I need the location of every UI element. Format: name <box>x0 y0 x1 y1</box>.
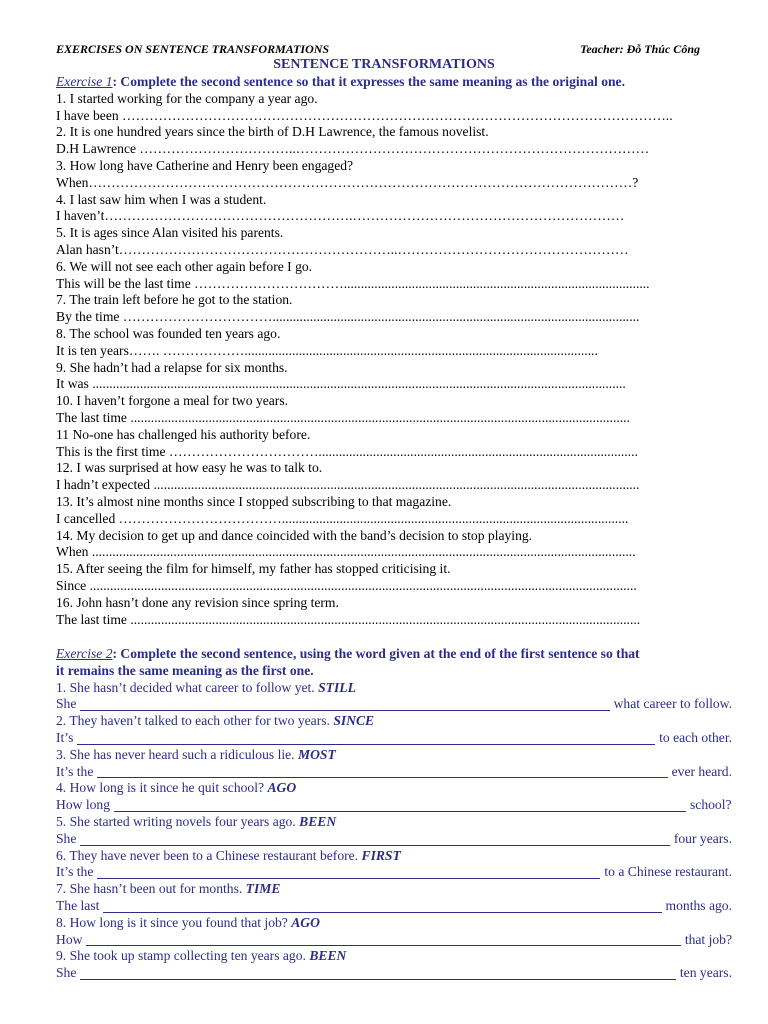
ex2-answer-blank[interactable] <box>97 765 667 778</box>
ex1-answer-line-5[interactable]: Alan hasn’t……………………………………………………..…………………………………………… <box>56 241 629 257</box>
ex2-prompt-4 <box>56 780 732 797</box>
ex2-lead: It’s the <box>56 763 94 779</box>
ex2-lead: It’s <box>56 729 74 745</box>
ex1-prompt-4: 4. I last saw him when I was a student. <box>56 191 267 207</box>
ex2-tail: that job? <box>684 931 732 947</box>
ex1-answer-line-10[interactable]: The last time ................................................................................................................................................... <box>56 409 630 425</box>
ex1-answer-line-11[interactable]: This is the first time …………………………….............................................................................................. <box>56 443 638 459</box>
ex2-keyword: MOST <box>297 746 336 762</box>
ex1-answer-line-12[interactable]: I hadn’t expected ............................................................................................................................................... <box>56 477 640 493</box>
ex2-prompt-text: 5. She started writing novels four years ago. <box>56 813 296 829</box>
header-left: EXERCISES ON SENTENCE TRANSFORMATIONS <box>56 42 330 56</box>
exercise-2-name: Exercise 2 <box>56 646 113 661</box>
ex1-answer-line-2[interactable]: D.H Lawrence ……………………………..…………………………………………………………………… <box>56 141 650 157</box>
ex2-prompt-text: 7. She hasn’t been out for months. <box>56 881 243 897</box>
ex2-answer-row-3 <box>56 764 732 781</box>
ex1-answer-line-15[interactable]: Since ................................................................................................................................................................. <box>56 577 637 593</box>
ex2-answer-row-2 <box>56 730 732 747</box>
ex2-answer-blank[interactable] <box>80 698 609 711</box>
ex1-prompt-5: 5. It is ages since Alan visited his parents. <box>56 225 284 241</box>
ex2-answer-row-1 <box>56 696 732 713</box>
exercise-2-instruction-1: : Complete the second sentence, using the word given at the end of the first sentence so that <box>112 646 640 661</box>
page-title: SENTENCE TRANSFORMATIONS <box>273 57 495 72</box>
ex2-keyword: AGO <box>267 780 297 796</box>
ex1-answer-line-16[interactable]: The last time ...................................................................................................................................................... <box>56 611 641 627</box>
ex1-prompt-14: 14. My decision to get up and dance coincided with the band’s decision to stop playing. <box>56 527 533 543</box>
ex1-answer-line-1[interactable]: I have been ………………………………………………………………………………………………………….. <box>56 107 673 123</box>
ex2-answer-blank[interactable] <box>86 933 680 946</box>
ex1-answer-line-4[interactable]: I haven’t……………………………………………….…………………………………………………… <box>56 208 625 224</box>
ex1-prompt-10: 10. I haven’t forgone a meal for two years. <box>56 393 289 409</box>
ex2-keyword: BEEN <box>299 813 337 829</box>
ex2-answer-blank[interactable] <box>114 799 686 812</box>
ex2-keyword: SINCE <box>333 713 375 729</box>
ex2-prompt-text: 3. She has never heard such a ridiculous lie. <box>56 746 295 762</box>
ex2-prompt-text: 1. She hasn’t decided what career to follow yet. <box>56 679 315 695</box>
ex2-answer-row-7 <box>56 898 732 915</box>
exercise-1-instruction: : Complete the second sentence so that it expresses the same meaning as the original one. <box>112 74 625 89</box>
ex2-prompt-5 <box>56 814 732 831</box>
ex1-answer-line-14[interactable]: When ................................................................................................................................................................ <box>56 544 636 560</box>
ex2-lead: The last <box>56 897 100 913</box>
ex1-prompt-3: 3. How long have Catherine and Henry been engaged? <box>56 157 354 173</box>
ex2-prompt-text: 8. How long is it since you found that job? <box>56 914 288 930</box>
ex2-answer-row-6 <box>56 864 732 881</box>
ex2-prompt-1 <box>56 680 732 697</box>
ex2-tail: to a Chinese restaurant. <box>604 864 732 880</box>
header-teacher: Teacher: Đỗ Thúc Công <box>580 42 700 56</box>
ex1-prompt-13: 13. It’s almost nine months since I stopped subscribing to that magazine. <box>56 493 452 509</box>
ex2-answer-blank[interactable] <box>77 732 655 745</box>
ex2-answer-blank[interactable] <box>80 833 669 846</box>
ex2-prompt-3 <box>56 747 732 764</box>
exercise-2 <box>56 646 732 982</box>
ex2-prompt-6 <box>56 848 732 865</box>
ex1-prompt-15: 15. After seeing the film for himself, my father has stopped criticising it. <box>56 561 451 577</box>
ex1-answer-line-3[interactable]: When…………………………………………………………………………………………………………? <box>56 174 639 190</box>
ex2-tail: months ago. <box>665 897 732 913</box>
ex2-keyword: TIME <box>245 881 281 897</box>
ex2-keyword: STILL <box>318 679 356 695</box>
ex2-tail: ten years. <box>679 965 732 981</box>
ex2-tail: what career to follow. <box>613 696 732 712</box>
ex2-prompt-text: 2. They haven’t talked to each other for two years. <box>56 713 330 729</box>
ex1-answer-line-8[interactable]: It is ten years……. ………………........................................................................................................ <box>56 342 598 358</box>
ex2-answer-blank[interactable] <box>80 967 676 980</box>
exercise-2-items <box>56 680 732 982</box>
ex2-lead: She <box>56 830 77 846</box>
exercise-1 <box>56 74 732 628</box>
ex2-lead: She <box>56 696 77 712</box>
ex1-answer-line-6[interactable]: This will be the last time …………………………….......................................................................................... <box>56 275 650 291</box>
ex2-prompt-9 <box>56 948 732 965</box>
exercise-1-title <box>56 74 732 91</box>
ex2-answer-row-5 <box>56 831 732 848</box>
ex1-answer-line-13[interactable]: I cancelled ………………………………...................................................................................................... <box>56 510 629 526</box>
ex2-lead: She <box>56 965 77 981</box>
ex1-prompt-8: 8. The school was founded ten years ago. <box>56 325 281 341</box>
ex2-answer-row-4 <box>56 797 732 814</box>
ex2-prompt-7 <box>56 881 732 898</box>
ex2-lead: It’s the <box>56 864 94 880</box>
ex1-prompt-12: 12. I was surprised at how easy he was to talk to. <box>56 460 323 476</box>
ex1-answer-line-9[interactable]: It was ............................................................................................................................................................. <box>56 376 626 392</box>
ex2-tail: to each other. <box>659 729 732 745</box>
ex2-keyword: FIRST <box>361 847 401 863</box>
ex2-prompt-2 <box>56 713 732 730</box>
ex2-keyword: BEEN <box>309 948 347 964</box>
ex1-prompt-7: 7. The train left before he got to the station. <box>56 292 293 308</box>
ex1-prompt-9: 9. She hadn’t had a relapse for six months. <box>56 359 288 375</box>
ex2-prompt-text: 6. They have never been to a Chinese restaurant before. <box>56 847 359 863</box>
exercise-1-items <box>56 91 732 629</box>
ex2-tail: four years. <box>673 830 732 846</box>
ex2-keyword: AGO <box>291 914 320 930</box>
ex2-tail: school? <box>690 797 732 813</box>
ex2-tail: ever heard. <box>671 763 732 779</box>
ex2-lead: How long <box>56 797 110 813</box>
ex1-prompt-6: 6. We will not see each other again before I go. <box>56 258 313 274</box>
ex1-prompt-16: 16. John hasn’t done any revision since spring term. <box>56 594 339 610</box>
ex2-answer-row-9 <box>56 965 732 982</box>
exercise-2-title <box>56 646 732 663</box>
exercise-2-instruction-2: it remains the same meaning as the first one. <box>56 662 314 678</box>
ex1-prompt-1: 1. I started working for the company a year ago. <box>56 90 318 106</box>
ex2-prompt-text: 9. She took up stamp collecting ten years ago. <box>56 948 306 964</box>
ex1-prompt-11: 11 No-one has challenged his authority before. <box>56 426 311 442</box>
page-header <box>56 42 708 58</box>
ex2-answer-row-8 <box>56 932 732 949</box>
ex1-answer-line-7[interactable]: By the time ……………………………............................................................................................................ <box>56 309 640 325</box>
ex1-prompt-2: 2. It is one hundred years since the birth of D.H Lawrence, the famous novelist. <box>56 124 489 140</box>
ex2-prompt-8 <box>56 915 732 932</box>
ex2-lead: How <box>56 931 83 947</box>
exercise-1-name: Exercise 1 <box>56 74 113 89</box>
ex2-prompt-text: 4. How long is it since he quit school? <box>56 780 265 796</box>
ex2-answer-blank[interactable] <box>103 900 661 913</box>
ex2-answer-blank[interactable] <box>97 866 600 879</box>
